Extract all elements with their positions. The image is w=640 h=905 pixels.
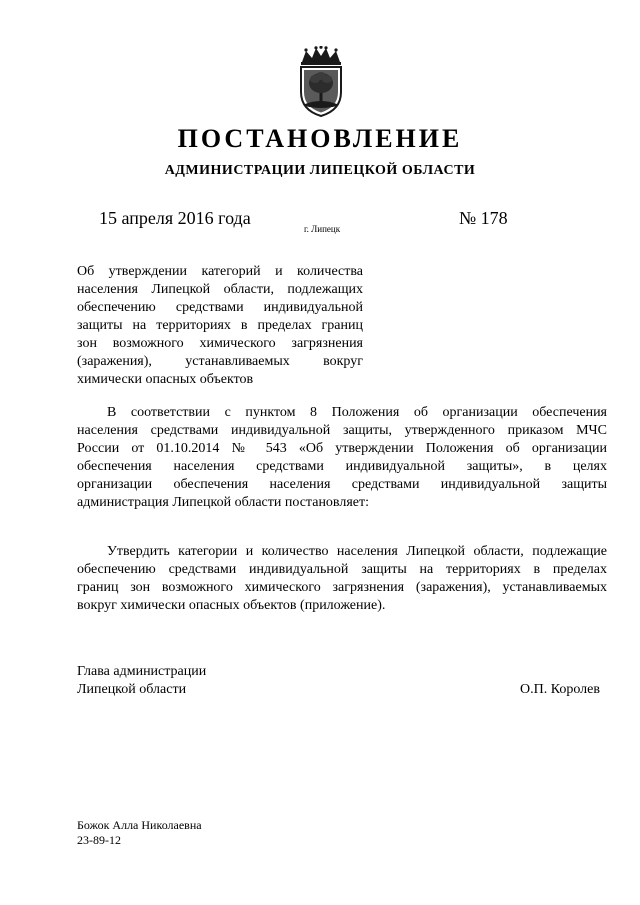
coat-of-arms-icon bbox=[292, 46, 350, 118]
document-city: г. Липецк bbox=[304, 224, 341, 234]
preamble-line: администрация Липецкой области постановляет: bbox=[77, 495, 370, 510]
preamble-line: населения средствами индивидуальной защиты, утвержденного приказом МЧС bbox=[77, 423, 607, 438]
subject-line: зон возможного химического загрязнения bbox=[77, 336, 363, 351]
resolution-paragraph bbox=[77, 543, 607, 615]
subject-line: защиты на территориях в пределах границ bbox=[77, 318, 363, 333]
resolution-line: вокруг химически опасных объектов (приложение). bbox=[77, 598, 386, 613]
preamble-line: России от 01.10.2014 № 543 «Об утверждении Положения об организации bbox=[77, 441, 607, 456]
signatory-name: О.П. Королев bbox=[520, 682, 600, 697]
preamble-paragraph bbox=[77, 404, 607, 512]
document-issuer: АДМИНИСТРАЦИИ ЛИПЕЦКОЙ ОБЛАСТИ bbox=[164, 163, 476, 178]
document-number: № 178 bbox=[459, 208, 508, 228]
resolution-line: обеспечению средствами индивидуальной защиты на территориях в пределах bbox=[77, 562, 607, 577]
subject-line: (заражения), устанавливаемых вокруг bbox=[77, 354, 363, 369]
executor-name: Божок Алла Николаевна bbox=[77, 818, 202, 832]
signatory-position-line: Глава администрации bbox=[77, 664, 207, 679]
signatory-position bbox=[77, 663, 206, 699]
document-subject bbox=[77, 263, 363, 389]
resolution-line: границ зон возможного химического загрязнения (заражения), устанавливаемых bbox=[77, 580, 607, 595]
subject-line: обеспечению средствами индивидуальной bbox=[77, 300, 363, 315]
document-date: 15 апреля 2016 года bbox=[99, 208, 251, 228]
document-title: ПОСТАНОВЛЕНИЕ bbox=[177, 124, 463, 153]
preamble-line: В соответствии с пунктом 8 Положения об организации обеспечения bbox=[107, 405, 607, 420]
subject-line: населения Липецкой области, подлежащих bbox=[77, 282, 363, 297]
executor-phone: 23-89-12 bbox=[77, 833, 121, 847]
preamble-line: обеспечения населения средствами индивидуальной защиты», в целях bbox=[77, 459, 607, 474]
subject-line: химически опасных объектов bbox=[77, 372, 254, 387]
resolution-line: Утвердить категории и количество населения Липецкой области, подлежащие bbox=[107, 544, 607, 559]
subject-line: Об утверждении категорий и количества bbox=[77, 264, 363, 279]
signatory-position-line: Липецкой области bbox=[77, 682, 187, 697]
preamble-line: организации обеспечения населения средствами индивидуальной защиты bbox=[77, 477, 607, 492]
executor-info bbox=[77, 818, 202, 848]
